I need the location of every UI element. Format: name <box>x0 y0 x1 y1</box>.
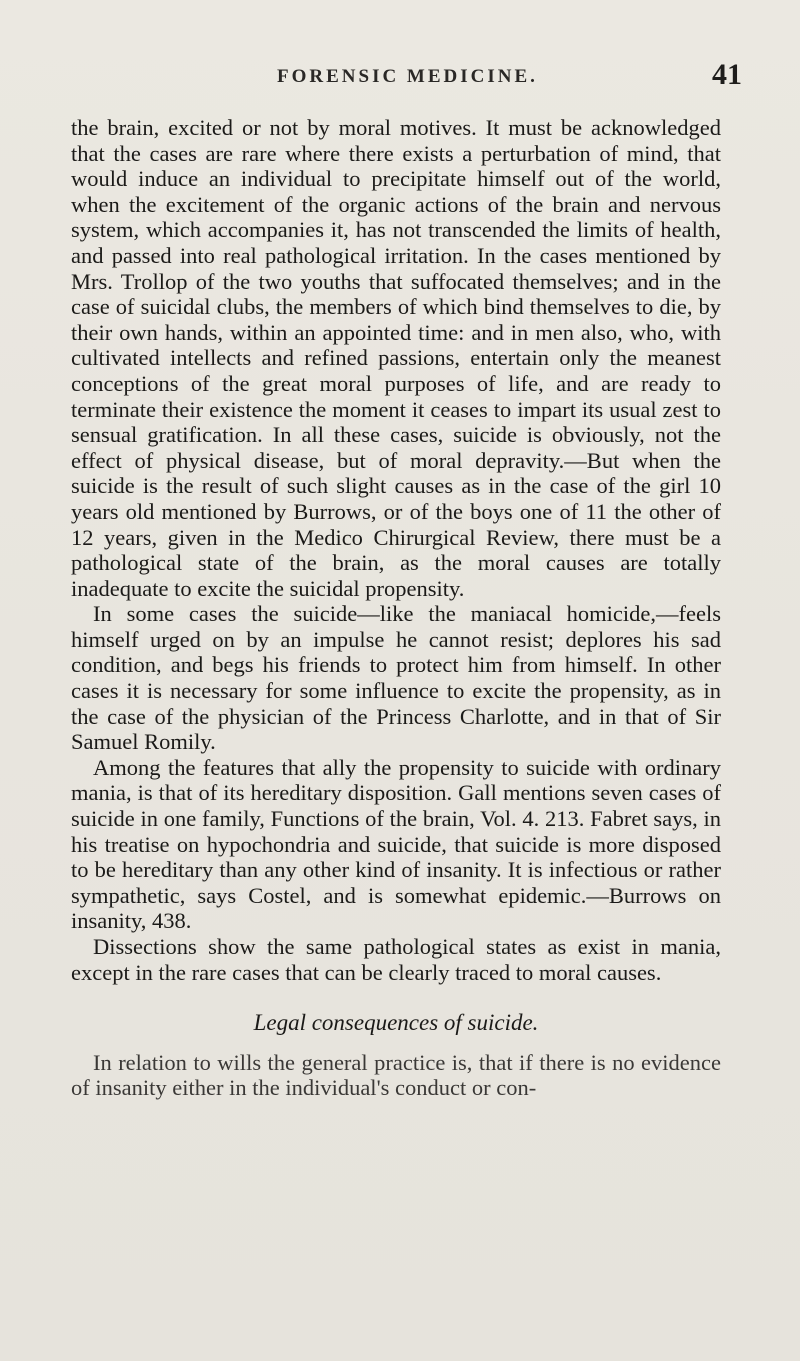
running-head: FORENSIC MEDICINE. <box>277 66 538 87</box>
paragraph-impulse: In some cases the suicide—like the maniacal homicide,—feels himself urged on by an impulse he cannot resist; deplores his sad condition, and begs his friends to protect him from himself. In other cases it is necessary for some influence to excite the propensity, as in the case of the physician of the Princess Charlotte, and in that of Sir Samuel Romily. <box>71 601 721 755</box>
paragraph-hereditary: Among the features that ally the propensity to suicide with ordinary mania, is that of its hereditary disposition. Gall mentions seven cases of suicide in one family, Functions of the brain, Vol. 4. 213. Fabret says, in his treatise on hypochondria and suicide, that suicide is more disposed to be hereditary than any other kind of insanity. It is infectious or rather sympathetic, says Costel, and is somewhat epidemic.—Burrows on insanity, 438. <box>71 754 721 934</box>
section-heading: Legal consequences of suicide. <box>253 1010 539 1036</box>
body-text <box>71 115 721 1101</box>
page-header <box>0 58 800 100</box>
page-number: 41 <box>712 58 742 91</box>
paragraph-continuation: the brain, excited or not by moral motives. It must be acknowledged that the cases are rare where there exists a perturbation of mind, that would induce an individual to precipitate himself out of the world, when the excitement of the organic actions of the brain and nervous system, which accompanies it, has not transcended the limits of health, and passed into real pathological irritation. In the cases mentioned by Mrs. Trollop of the two youths that suffocated themselves; and in the case of suicidal clubs, the members of which bind themselves to die, by their own hands, within an appointed time: and in men also, who, with cultivated intellects and refined passions, entertain only the meanest conceptions of the great moral purposes of life, and are ready to terminate their existence the moment it ceases to impart its usual zest to sensual gratification. In all these cases, suicide is obviously, not the effect of physical disease, but of moral depravity.—But when the suicide is the result of such slight causes as in the case of the girl 10 years old mentioned by Burrows, or of the boys one of 11 the other of 12 years, given in the Medico Chirurgical Review, there must be a pathological state of the brain, as the moral causes are totally inadequate to excite the suicidal propensity. <box>71 115 721 601</box>
paragraph-dissections: Dissections show the same pathological states as exist in mania, except in the rare cases that can be clearly traced to moral causes. <box>71 934 721 985</box>
paragraph-wills: In relation to wills the general practice is, that if there is no evidence of insanity either in the individual's conduct or con- <box>71 1049 721 1101</box>
